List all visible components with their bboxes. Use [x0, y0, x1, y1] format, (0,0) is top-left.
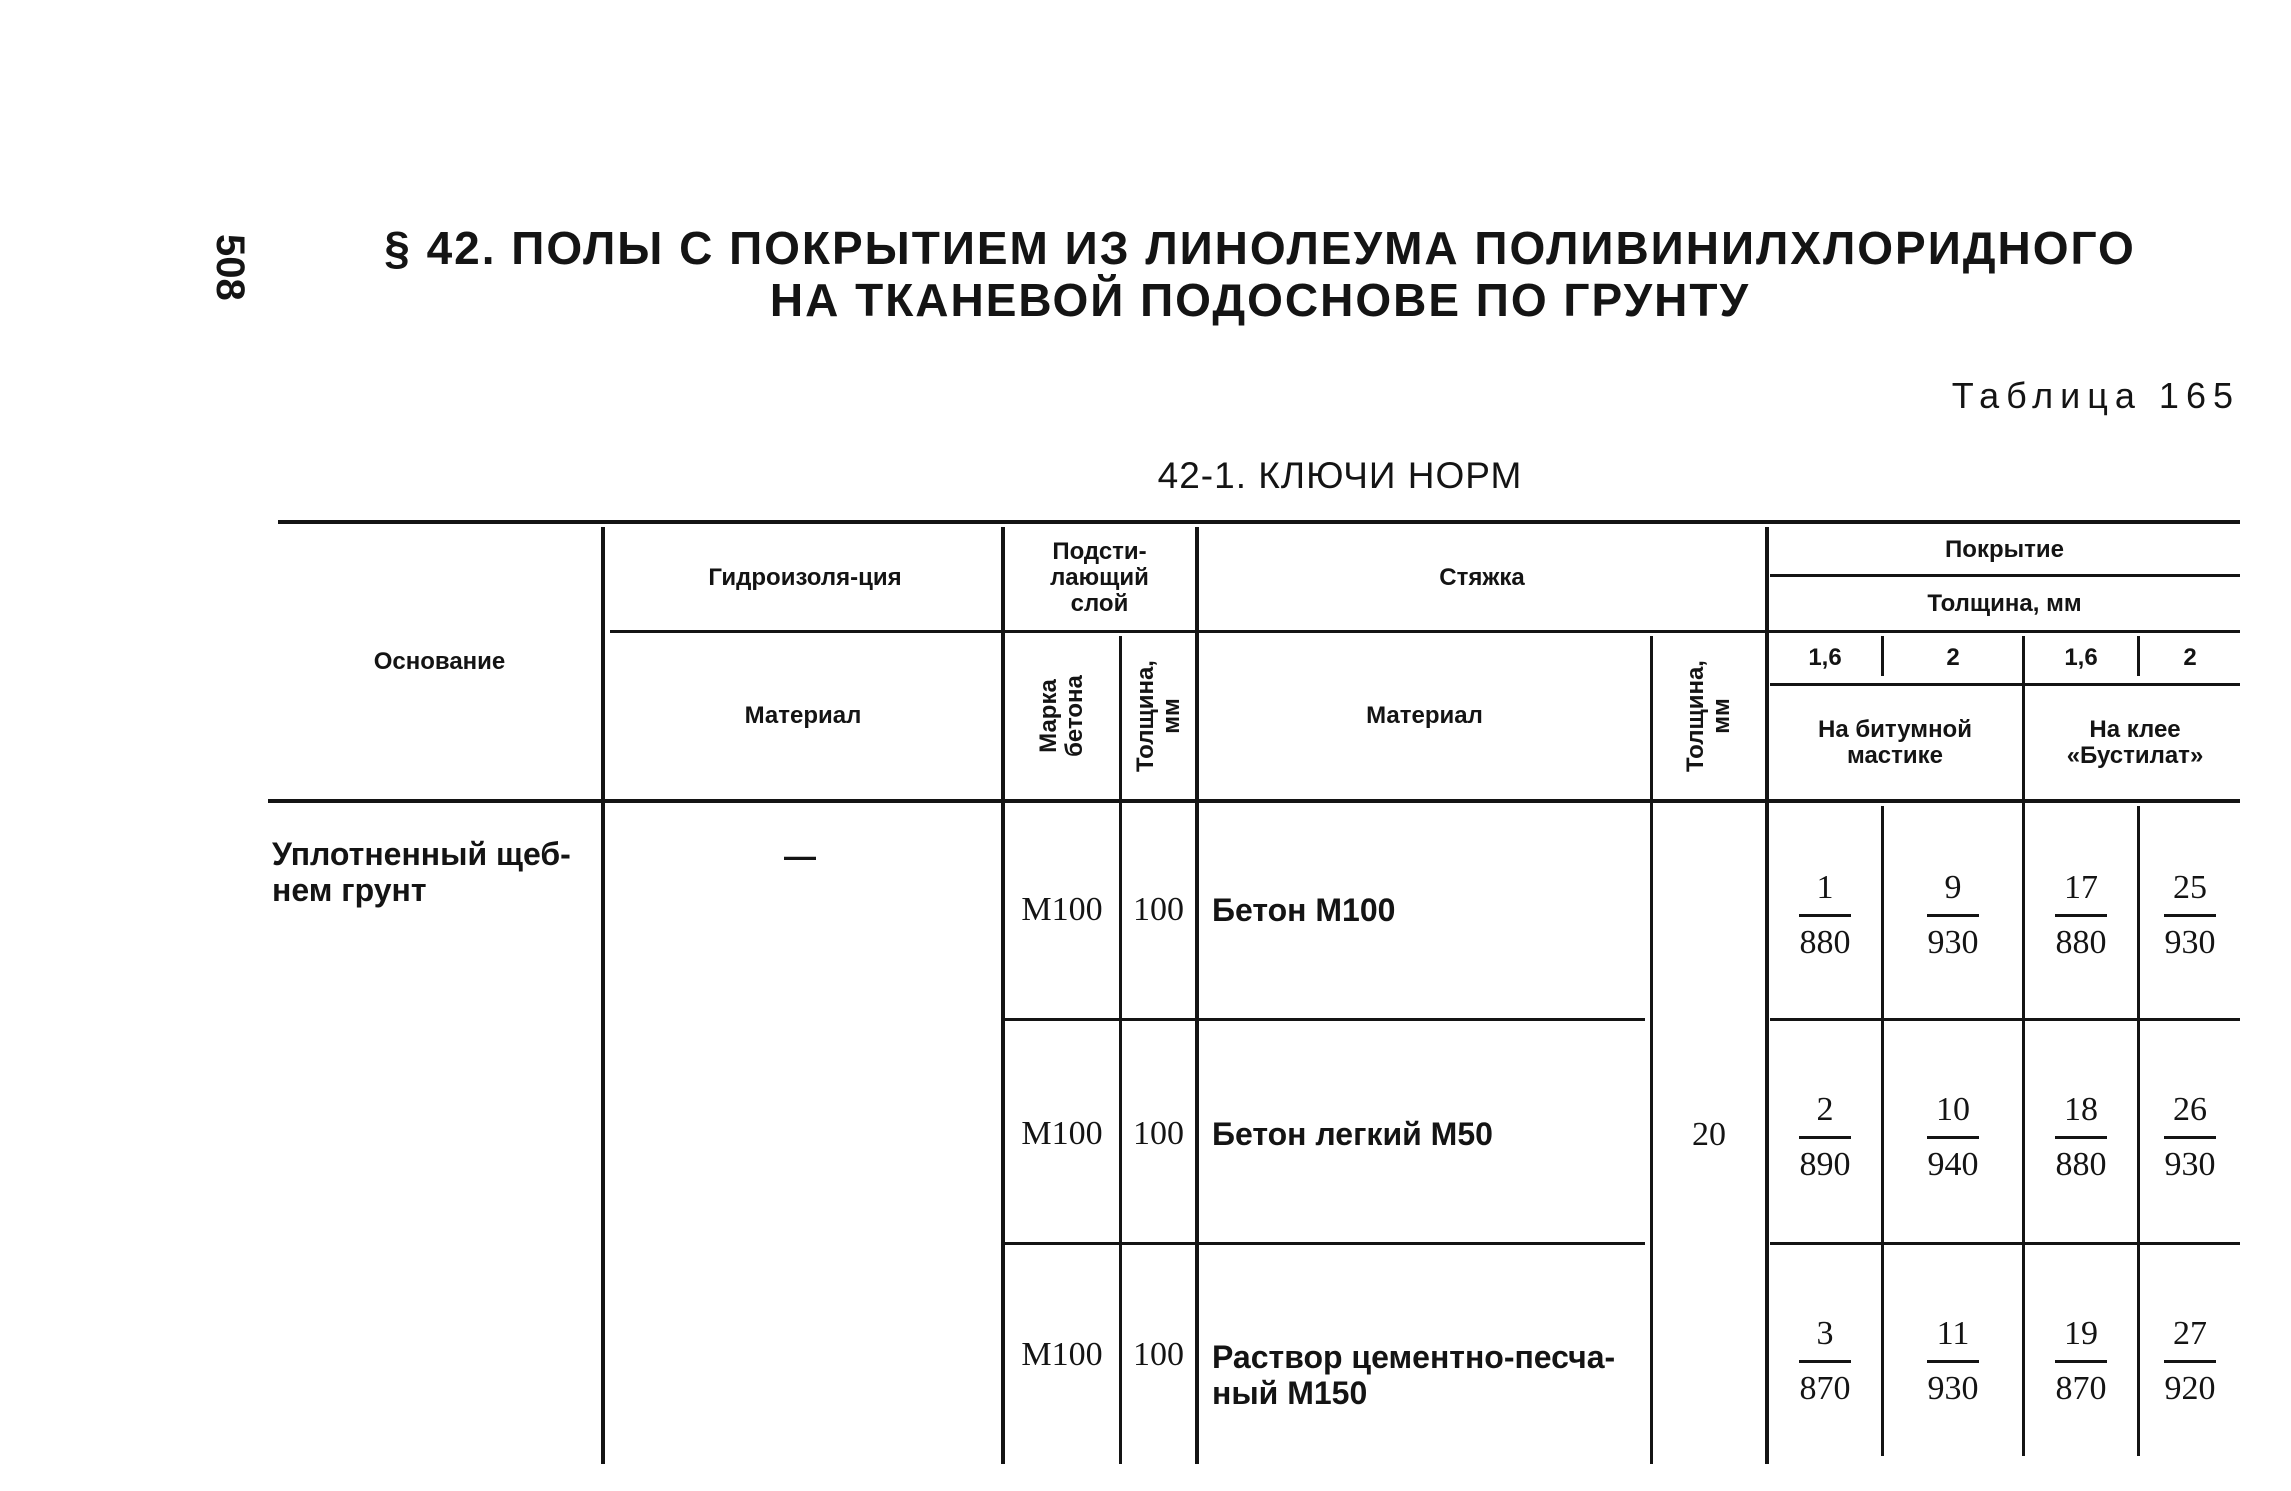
rule-row-2b — [1770, 1242, 2240, 1245]
cell-podst-tolshchina: 100 — [1133, 1336, 1184, 1373]
rule-row-1b — [1770, 1018, 2240, 1021]
header-styazhka-tolshchina-text: Толщина, мм — [1682, 660, 1735, 772]
cell-code-bitum-1-6 — [1769, 1296, 1881, 1426]
rule-row-2 — [1005, 1242, 1645, 1245]
cell-styazhka-material: Раствор цементно-песча-ный М150 — [1212, 1339, 1616, 1411]
code-numerator: 19 — [2064, 1314, 2098, 1352]
fraction-bar — [1799, 1136, 1851, 1139]
cell-styazhka-material: Бетон М100 — [1212, 892, 1396, 928]
code-denominator: 930 — [2164, 923, 2216, 961]
header-pokrytie-tolshchina: Толщина, мм — [1927, 589, 2082, 617]
code-numerator: 2 — [1816, 1090, 1834, 1128]
code-numerator: 17 — [2064, 868, 2098, 906]
code-numerator: 9 — [1944, 868, 1962, 906]
header-styazhka-tolshchina — [1653, 633, 1765, 799]
section-heading — [300, 222, 2220, 326]
code-denominator: 880 — [2055, 923, 2107, 961]
code-denominator: 930 — [1927, 923, 1979, 961]
header-thickness-2-a: 2 — [1946, 644, 1960, 671]
cell-code-klei-1-6 — [2025, 1072, 2137, 1202]
cell-styazhka-material: Бетон легкий М50 — [1212, 1116, 1493, 1152]
heading-line-1: § 42. ПОЛЫ С ПОКРЫТИЕМ ИЗ ЛИНОЛЕУМА ПОЛИВИНИЛХЛОРИДНОГО — [384, 222, 2136, 274]
header-podst-tolshchina-text: Толщина, мм — [1131, 660, 1185, 772]
code-denominator: 940 — [1927, 1145, 1979, 1183]
code-numerator: 25 — [2173, 868, 2207, 906]
fraction-bar — [1927, 1360, 1979, 1363]
heading-line-2: НА ТКАНЕВОЙ ПОДОСНОВЕ ПО ГРУНТУ — [769, 274, 1751, 326]
code-numerator: 18 — [2064, 1090, 2098, 1128]
table-label: Таблица 165 — [1951, 375, 2240, 416]
cell-marka-betona: М100 — [1021, 1336, 1103, 1373]
code-denominator: 930 — [1927, 1369, 1979, 1407]
header-marka-betona-text: Марка бетона — [1035, 675, 1088, 757]
code-numerator: 27 — [2173, 1314, 2207, 1352]
cell-code-bitum-2 — [1884, 850, 2022, 980]
cell-marka-betona: М100 — [1021, 891, 1103, 928]
code-denominator: 890 — [1799, 1145, 1851, 1183]
rule-row-1 — [1005, 1018, 1645, 1021]
header-osnovanie: Основание — [373, 647, 506, 675]
code-numerator: 11 — [1936, 1314, 1970, 1352]
cell-code-bitum-2 — [1884, 1072, 2022, 1202]
cell-podst-tolshchina: 100 — [1133, 891, 1184, 928]
fraction-bar — [2164, 1360, 2216, 1363]
cell-code-klei-2 — [2140, 1296, 2240, 1426]
header-pokrytie: Покрытие — [1945, 536, 2064, 563]
fraction-bar — [2164, 1136, 2216, 1139]
fraction-bar — [1799, 914, 1851, 917]
cell-code-klei-2 — [2140, 850, 2240, 980]
cell-osnovanie: Уплотненный щеб-нем грунт — [272, 836, 571, 908]
fraction-bar — [2055, 1360, 2107, 1363]
header-gidroizolyaciya: Гидроизоля-ция — [708, 564, 902, 591]
cell-code-klei-2 — [2140, 1072, 2240, 1202]
header-styazhka: Стяжка — [1439, 564, 1525, 591]
code-denominator: 880 — [2055, 1145, 2107, 1183]
table-caption: 42-1. КЛЮЧИ НОРМ — [1157, 455, 1523, 496]
cell-code-klei-1-6 — [2025, 850, 2137, 980]
page-number: 508 — [208, 234, 252, 301]
code-numerator: 10 — [1936, 1090, 1970, 1128]
cell-code-bitum-1-6 — [1769, 1072, 1881, 1202]
code-denominator: 930 — [2164, 1145, 2216, 1183]
cell-marka-betona: М100 — [1021, 1115, 1103, 1152]
header-podstilayushchiy: Подсти-лающий слой — [1050, 538, 1149, 617]
fraction-bar — [1927, 914, 1979, 917]
header-marka-betona — [1005, 633, 1119, 799]
cell-styazhka-tolshchina: 20 — [1692, 1116, 1726, 1153]
fraction-bar — [2164, 914, 2216, 917]
cell-code-bitum-2 — [1884, 1296, 2022, 1426]
code-denominator: 870 — [2055, 1369, 2107, 1407]
code-denominator: 880 — [1799, 923, 1851, 961]
fraction-bar — [2055, 1136, 2107, 1139]
cell-podst-tolshchina: 100 — [1133, 1115, 1184, 1152]
header-thickness-2-b: 2 — [2183, 644, 2197, 671]
header-gidro-material: Материал — [744, 702, 862, 729]
header-bitumnaya-mastika: На битумной мастике — [1818, 715, 1972, 769]
header-klei-bustilat: На клее «Бустилат» — [2066, 715, 2204, 769]
header-styazhka-material: Материал — [1366, 702, 1483, 729]
header-thickness-1-6-b: 1,6 — [2064, 644, 2098, 671]
rule-header-bottom — [268, 799, 2240, 803]
cell-code-klei-1-6 — [2025, 1296, 2137, 1426]
header-podst-tolshchina — [1122, 633, 1195, 799]
fraction-bar — [2055, 914, 2107, 917]
cell-gidroizolyaciya: — — [784, 838, 816, 874]
header-thickness-1-6-a: 1,6 — [1808, 644, 1842, 671]
cell-code-bitum-1-6 — [1769, 850, 1881, 980]
code-denominator: 920 — [2164, 1369, 2216, 1407]
fraction-bar — [1927, 1136, 1979, 1139]
code-numerator: 26 — [2173, 1090, 2207, 1128]
code-denominator: 870 — [1799, 1369, 1851, 1407]
fraction-bar — [1799, 1360, 1851, 1363]
code-numerator: 3 — [1816, 1314, 1834, 1352]
code-numerator: 1 — [1816, 868, 1834, 906]
